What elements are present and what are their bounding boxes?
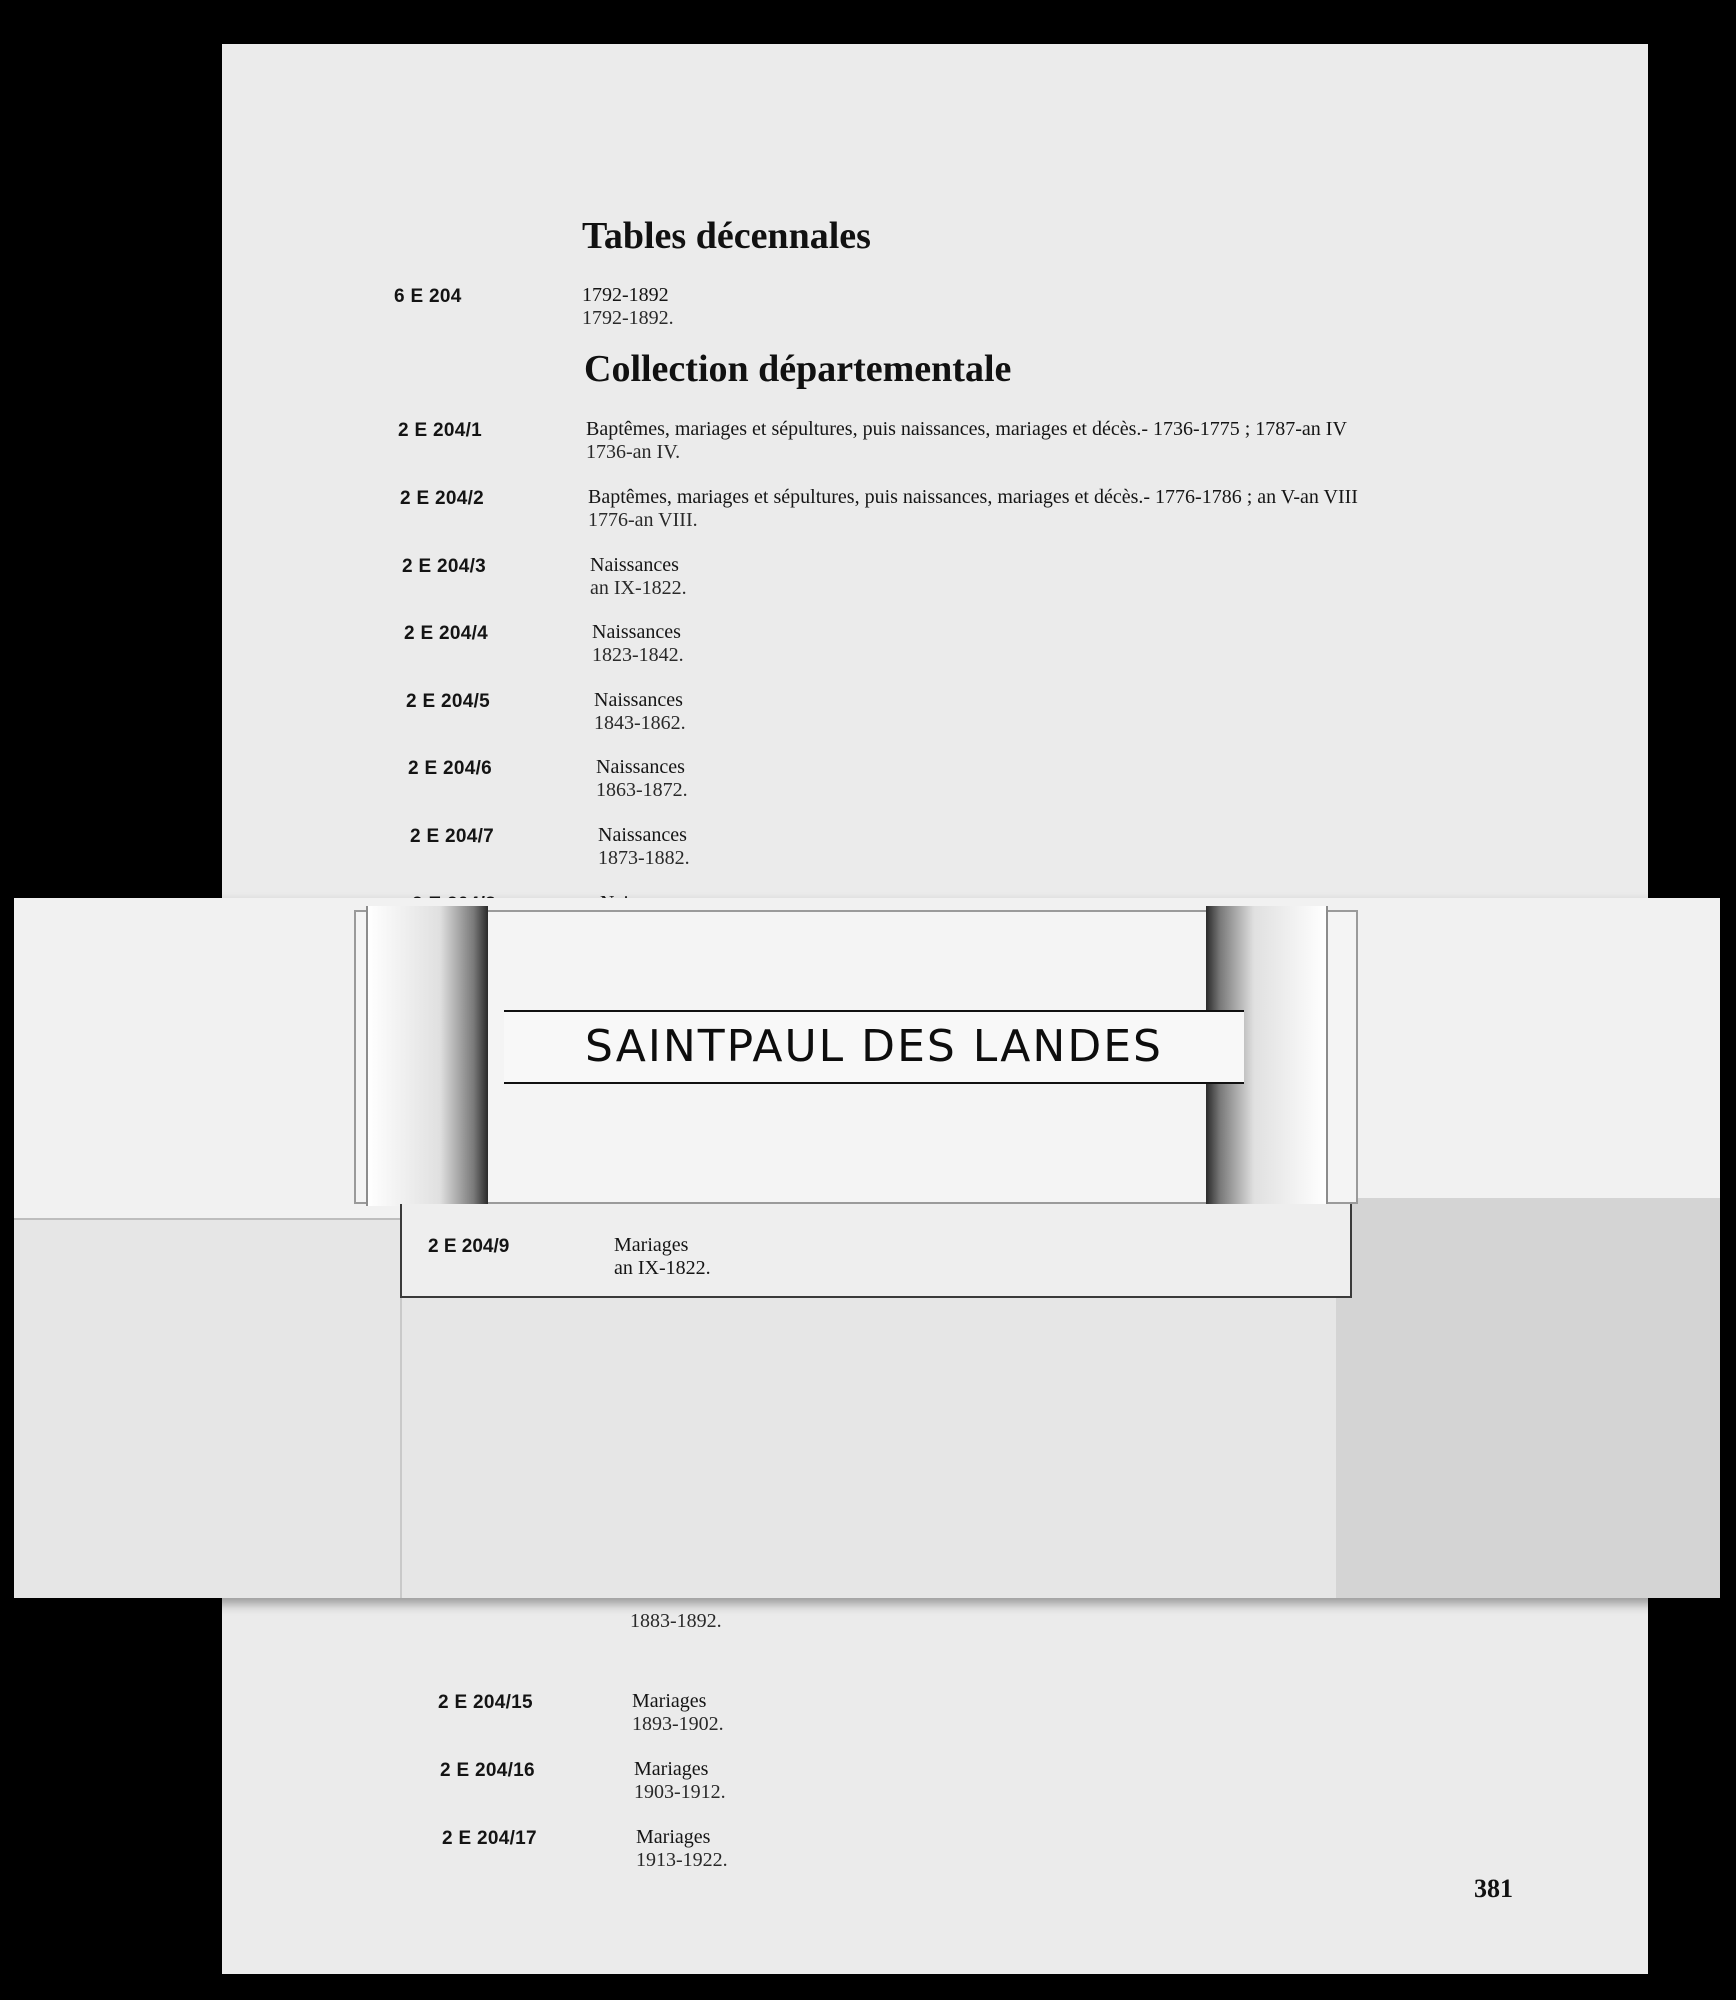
entry-description <box>594 689 686 735</box>
entry-dates: 1823-1842. <box>592 644 684 666</box>
entry-dates: 1776-an VIII. <box>588 509 698 531</box>
entry-title: Mariages <box>632 1690 707 1712</box>
entry-dates: 1843-1862. <box>594 712 686 734</box>
entry-title: Baptêmes, mariages et sépultures, puis naissances, mariages et décès.- 1776-1786 ; an V-an VIII <box>588 486 1358 508</box>
commune-label: SAINTPAUL DES LANDES <box>504 1010 1244 1084</box>
entry-title: Mariages <box>636 1826 711 1848</box>
entry-dates: 1903-1912. <box>634 1781 726 1803</box>
entry-cote: 2 E 204/16 <box>440 1760 535 1781</box>
entry-dates: 1883-1892. <box>630 1610 722 1632</box>
overlay-entry-row <box>400 1204 1352 1298</box>
entry-cote: 2 E 204/5 <box>406 691 491 712</box>
entry-description <box>598 824 690 870</box>
entry-description <box>582 284 674 330</box>
entry-description <box>634 1758 726 1804</box>
entry-title: Naissances <box>590 554 679 576</box>
entry-dates: 1792-1892. <box>582 307 674 329</box>
section-heading-tables-decennales: Tables décennales <box>582 215 871 257</box>
entry-title: Mariages <box>614 1234 689 1256</box>
entry-cote: 2 E 204/1 <box>398 420 483 441</box>
entry-dates: 1873-1882. <box>598 847 690 869</box>
entry-cote: 2 E 204/6 <box>408 758 493 779</box>
entry-title: Naissances <box>598 824 687 846</box>
entry-dates: 1863-1872. <box>596 779 688 801</box>
entry-cote: 2 E 204/15 <box>438 1692 533 1713</box>
entry-description <box>596 756 688 802</box>
entry-description <box>592 621 684 667</box>
entry-description <box>630 1610 722 1633</box>
entry-cote: 2 E 204/4 <box>404 623 489 644</box>
entry-description <box>588 486 1358 532</box>
entry-description <box>590 554 687 600</box>
folded-overlay-band <box>14 898 1720 1598</box>
entry-description <box>614 1234 711 1280</box>
commune-label-holder <box>354 910 1358 1204</box>
overlay-shadow-area <box>1336 1198 1720 1598</box>
entry-title: Mariages <box>634 1758 709 1780</box>
page-number: 381 <box>1474 1874 1513 1903</box>
entry-dates: 1893-1902. <box>632 1713 724 1735</box>
overlay-margin-line <box>400 1298 402 1598</box>
entry-cote: 6 E 204 <box>394 286 462 307</box>
entry-title: Naissances <box>592 621 681 643</box>
entry-cote: 2 E 204/3 <box>402 556 487 577</box>
left-paper-roll <box>366 906 488 1206</box>
section-heading-collection-departementale: Collection départementale <box>584 348 1012 390</box>
entry-cote: 2 E 204/2 <box>400 488 485 509</box>
entry-dates: an IX-1822. <box>614 1257 711 1279</box>
entry-dates: an IX-1822. <box>590 577 687 599</box>
entry-description <box>636 1826 728 1872</box>
entry-title: Baptêmes, mariages et sépultures, puis naissances, mariages et décès.- 1736-1775 ; 1787-an IV <box>586 418 1347 440</box>
entry-title: 1792-1892 <box>582 284 669 306</box>
entry-description <box>632 1690 724 1736</box>
entry-cote: 2 E 204/17 <box>442 1828 537 1849</box>
entry-title: Naissances <box>594 689 683 711</box>
entry-cote: 2 E 204/9 <box>428 1236 510 1257</box>
entry-cote: 2 E 204/7 <box>410 826 495 847</box>
entry-title: Naissances <box>596 756 685 778</box>
entry-description <box>586 418 1347 464</box>
entry-dates: 1913-1922. <box>636 1849 728 1871</box>
entry-dates: 1736-an IV. <box>586 441 681 463</box>
